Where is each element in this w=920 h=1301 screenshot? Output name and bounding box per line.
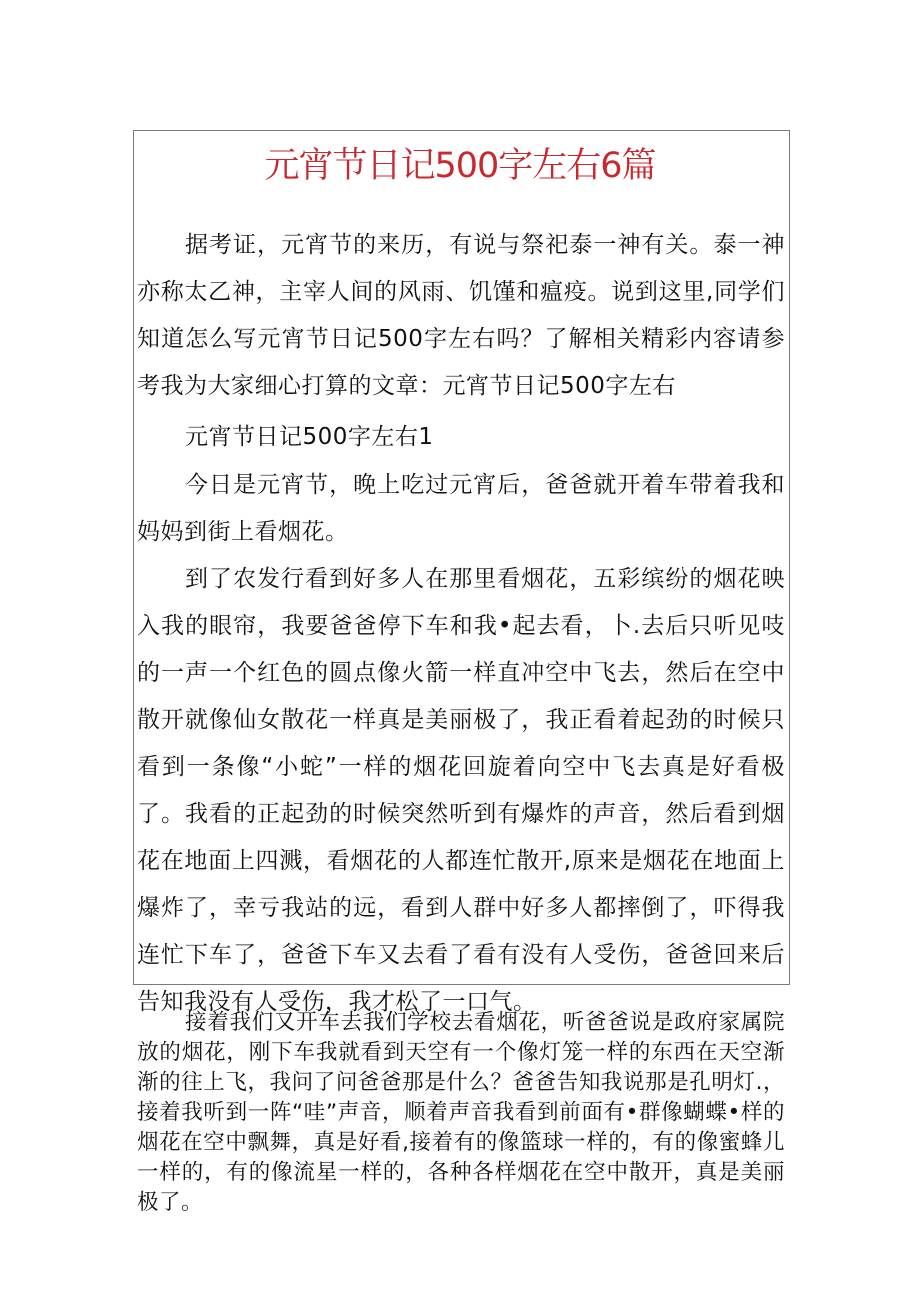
document-title: 元宵节日记500字左右6篇 bbox=[264, 146, 656, 186]
body-paragraph-1: 今日是元宵节，晚上吃过元宵后，爸爸就开着车带着我和妈妈到街上看烟花。 bbox=[137, 472, 785, 545]
intro-paragraph: 据考证，元宵节的来历，有说与祭祀泰一神有关。泰一神亦称太乙神，主宰人间的风雨、饥馑和瘟疫。说到这里,同学们知道怎么写元宵节日记500字左右吗？了解相关精彩内容请参考我为大家细心打算的文章：元宵节日记500字左右 bbox=[137, 232, 785, 399]
section-heading: 元宵节日记500字左右1 bbox=[185, 424, 434, 450]
body-paragraph-3: 接着我们又开车去我们学校去看烟花，听爸爸说是政府家属院放的烟花，刚下车我就看到天空有一个像灯笼一样的东西在天空渐渐的往上飞，我问了问爸爸那是什么？爸爸告知我说那是孔明灯.，接着我听到一阵“哇”声音，顺着声音我看到前面有•群像蝴蝶•样的烟花在空中飘舞，真是好看,接着有的像篮球一样的，有的像蜜蜂儿一样的，有的像流星一样的，各种各样烟花在空中散开，真是美丽极了。 bbox=[137, 1010, 785, 1215]
body-paragraph-2: 到了农发行看到好多人在那里看烟花，五彩缤纷的烟花映入我的眼帘，我要爸爸停下车和我•起去看，卜.去后只听见吱的一声一个红色的圆点像火箭一样直冲空中飞去，然后在空中散开就像仙女散花一样真是美丽极了，我正看着起劲的时候只看到一条像“小蛇”一样的烟花回旋着向空中飞去真是好看极了。我看的正起劲的时候突然听到有爆炸的声音，然后看到烟花在地面上四溅，看烟花的人都连忙散开,原来是烟花在地面上爆炸了，幸亏我站的远，看到人群中好多人都摔倒了，吓得我连忙下车了，爸爸下车又去看了看有没有人受伤，爸爸回来后告知我没有人受伤，我才松了一口气。 bbox=[137, 566, 785, 1015]
